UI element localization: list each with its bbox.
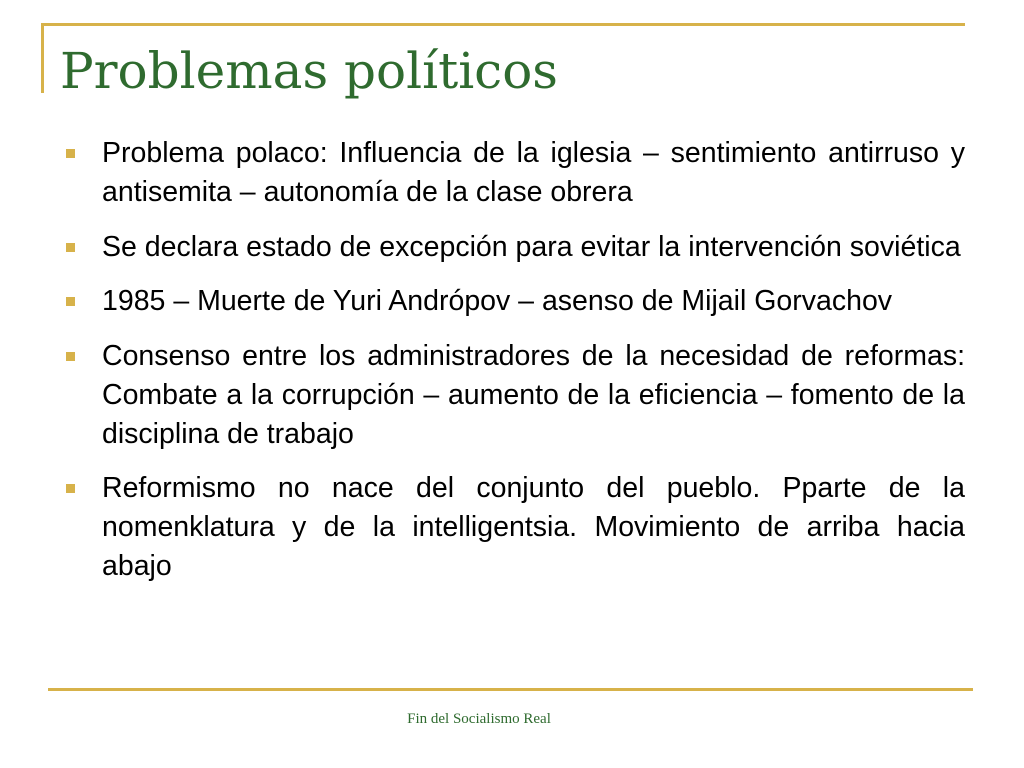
- bullet-item: [62, 282, 965, 321]
- bullet-item: [62, 469, 965, 586]
- bullet-text: 1985 – Muerte de Yuri Andrópov – asenso de Mijail Gorvachov: [102, 285, 893, 317]
- frame-left-line: [41, 23, 44, 93]
- bullet-text: Consenso entre los administradores de la necesidad de reformas: Combate a la corrupción – aumento de la eficiencia – fomento de la disciplina de trabajo: [102, 339, 965, 450]
- square-bullet-icon: [66, 243, 75, 252]
- frame-top-line: [41, 23, 965, 26]
- square-bullet-icon: [66, 297, 75, 306]
- bullet-text: Reformismo no nace del conjunto del pueblo. Pparte de la nomenklatura y de la intelligentsia. Movimiento de arriba hacia abajo: [102, 472, 965, 582]
- bullet-text: Se declara estado de excepción para evitar la intervención soviética: [102, 230, 961, 263]
- slide-title: Problemas políticos: [60, 42, 558, 100]
- square-bullet-icon: [66, 352, 75, 361]
- footer-divider: [48, 688, 973, 691]
- square-bullet-icon: [66, 484, 75, 493]
- square-bullet-icon: [66, 149, 75, 158]
- bullet-item: [62, 134, 965, 212]
- bullet-list: [62, 134, 965, 602]
- bullet-item: [62, 337, 965, 454]
- bullet-item: [62, 228, 965, 267]
- bullet-text: Problema polaco: Influencia de la iglesia – sentimiento antirruso y antisemita – autonomía de la clase obrera: [102, 137, 965, 208]
- footer-text: Fin del Socialismo Real: [407, 711, 551, 727]
